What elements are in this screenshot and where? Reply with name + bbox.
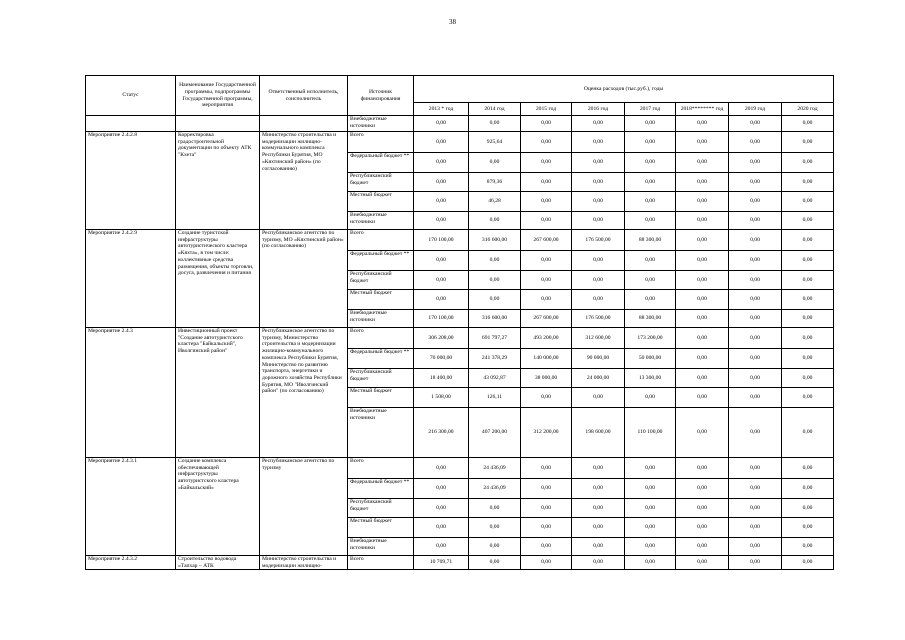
status-cell: Мероприятие 2.4.2.8: [86, 132, 176, 230]
value-cell: 0,00: [469, 251, 521, 271]
status-cell: Мероприятие 2.4.3.2: [86, 556, 176, 570]
header-year: 2017 год: [625, 103, 676, 116]
source-cell: Всего: [348, 328, 414, 349]
value-cell: 0,00: [414, 132, 469, 153]
value-cell: 0,00: [676, 251, 729, 271]
value-cell: 0,00: [676, 369, 729, 388]
value-cell: 306 208,00: [414, 328, 469, 349]
value-cell: 0,00: [782, 132, 834, 153]
value-cell: 140 000,00: [521, 349, 572, 369]
value-cell: 0,00: [414, 212, 469, 230]
source-cell: Федеральный бюджет **: [348, 153, 414, 173]
header-estimate: Оценка расходов (тыс.руб.), годы: [414, 76, 834, 103]
value-cell: 0,00: [676, 499, 729, 518]
value-cell: 170 100,00: [414, 310, 469, 328]
value-cell: 0,00: [676, 556, 729, 570]
value-cell: 0,00: [521, 556, 572, 570]
value-cell: 0,00: [729, 479, 782, 499]
value-cell: 493 200,00: [521, 328, 572, 349]
value-cell: 0,00: [572, 538, 625, 556]
value-cell: 0,00: [572, 556, 625, 570]
value-cell: 0,00: [521, 173, 572, 192]
source-cell: Федеральный бюджет **: [348, 349, 414, 369]
value-cell: 0,00: [521, 290, 572, 310]
value-cell: 0,00: [572, 153, 625, 173]
value-cell: 0,00: [572, 173, 625, 192]
value-cell: 0,00: [782, 192, 834, 212]
table-row: [86, 458, 834, 479]
value-cell: 0,00: [676, 173, 729, 192]
value-cell: 0,00: [729, 538, 782, 556]
value-cell: 70 000,00: [414, 349, 469, 369]
header-year: 2018******** год: [676, 103, 729, 116]
table-row: [86, 116, 834, 132]
value-cell: 0,00: [414, 271, 469, 290]
value-cell: 0,00: [625, 538, 676, 556]
value-cell: 0,00: [469, 212, 521, 230]
value-cell: 0,00: [782, 173, 834, 192]
value-cell: 0,00: [521, 479, 572, 499]
value-cell: 0,00: [521, 212, 572, 230]
value-cell: 0,00: [676, 212, 729, 230]
value-cell: 0,00: [782, 310, 834, 328]
value-cell: 0,00: [625, 479, 676, 499]
value-cell: 0,00: [729, 116, 782, 132]
value-cell: 176 500,00: [572, 310, 625, 328]
value-cell: 316 600,00: [469, 230, 521, 251]
value-cell: 0,00: [414, 290, 469, 310]
empty-cell: [176, 116, 260, 132]
value-cell: 0,00: [521, 518, 572, 538]
table-row: [86, 328, 834, 349]
status-cell: Мероприятие 2.4.3.1: [86, 458, 176, 556]
value-cell: 0,00: [572, 271, 625, 290]
value-cell: 0,00: [782, 388, 834, 408]
table-row: [86, 230, 834, 251]
value-cell: 0,00: [625, 499, 676, 518]
table-row: [86, 132, 834, 153]
value-cell: 88 300,00: [625, 310, 676, 328]
value-cell: 0,00: [521, 132, 572, 153]
value-cell: 90 000,00: [572, 349, 625, 369]
value-cell: 38 000,00: [521, 369, 572, 388]
value-cell: 110 100,00: [625, 408, 676, 458]
value-cell: 0,00: [625, 116, 676, 132]
source-cell: Местный бюджет: [348, 388, 414, 408]
value-cell: 0,00: [729, 369, 782, 388]
status-cell: Мероприятие 2.4.2.9: [86, 230, 176, 328]
value-cell: 0,00: [625, 192, 676, 212]
value-cell: 0,00: [572, 212, 625, 230]
value-cell: 0,00: [782, 230, 834, 251]
value-cell: 198 600,00: [572, 408, 625, 458]
value-cell: 0,00: [729, 212, 782, 230]
value-cell: 312 200,00: [521, 408, 572, 458]
value-cell: 0,00: [782, 251, 834, 271]
source-cell: Федеральный бюджет **: [348, 479, 414, 499]
value-cell: 0,00: [469, 556, 521, 570]
value-cell: 0,00: [676, 518, 729, 538]
value-cell: 0,00: [729, 518, 782, 538]
value-cell: 0,00: [729, 192, 782, 212]
value-cell: 0,00: [414, 192, 469, 212]
value-cell: 0,00: [676, 408, 729, 458]
value-cell: 0,00: [414, 479, 469, 499]
value-cell: 46,28: [469, 192, 521, 212]
value-cell: 0,00: [625, 153, 676, 173]
value-cell: 43 092,87: [469, 369, 521, 388]
value-cell: 0,00: [729, 310, 782, 328]
value-cell: 879,36: [469, 173, 521, 192]
value-cell: 0,00: [782, 518, 834, 538]
value-cell: 0,00: [521, 153, 572, 173]
source-cell: Республиканский бюджет: [348, 369, 414, 388]
value-cell: 0,00: [729, 499, 782, 518]
table-header: [86, 76, 834, 116]
value-cell: 0,00: [414, 538, 469, 556]
value-cell: 0,00: [572, 518, 625, 538]
value-cell: 216 300,00: [414, 408, 469, 458]
source-cell: Внебюджетные источники: [348, 538, 414, 556]
value-cell: 0,00: [521, 538, 572, 556]
value-cell: 0,00: [729, 290, 782, 310]
value-cell: 0,00: [676, 271, 729, 290]
value-cell: 0,00: [782, 479, 834, 499]
value-cell: 0,00: [625, 290, 676, 310]
value-cell: 0,00: [782, 499, 834, 518]
header-year: 2013 * год: [414, 103, 469, 116]
value-cell: 0,00: [572, 388, 625, 408]
value-cell: 0,00: [625, 458, 676, 479]
value-cell: 176 500,00: [572, 230, 625, 251]
value-cell: 0,00: [572, 458, 625, 479]
value-cell: 1 508,00: [414, 388, 469, 408]
status-cell: Мероприятие 2.4.3: [86, 328, 176, 458]
value-cell: 0,00: [729, 173, 782, 192]
value-cell: 0,00: [625, 132, 676, 153]
source-cell: Федеральный бюджет **: [348, 251, 414, 271]
source-cell: Местный бюджет: [348, 192, 414, 212]
value-cell: 88 300,00: [625, 230, 676, 251]
value-cell: 173 200,00: [625, 328, 676, 349]
activity-name-cell: Корректировка градостроительной документации по объекту АТК "Кхета": [176, 132, 260, 230]
value-cell: 0,00: [469, 518, 521, 538]
source-cell: Внебюджетные источники: [348, 408, 414, 458]
value-cell: 0,00: [469, 538, 521, 556]
value-cell: 0,00: [676, 349, 729, 369]
value-cell: 316 600,00: [469, 310, 521, 328]
value-cell: 0,00: [676, 310, 729, 328]
empty-cell: [260, 116, 348, 132]
value-cell: 0,00: [521, 271, 572, 290]
header-executor: Ответственный исполнитель, соисполнитель: [260, 76, 348, 116]
value-cell: 0,00: [521, 499, 572, 518]
source-cell: Внебюджетные источники: [348, 310, 414, 328]
value-cell: 0,00: [469, 499, 521, 518]
value-cell: 0,00: [625, 388, 676, 408]
value-cell: 0,00: [521, 192, 572, 212]
activity-name-cell: Инвестиционный проект "Создание автотуристского кластера "Байкальский", Иволгинский район": [176, 328, 260, 458]
value-cell: 0,00: [572, 192, 625, 212]
value-cell: 0,00: [625, 271, 676, 290]
table-row: [86, 556, 834, 570]
value-cell: 0,00: [469, 271, 521, 290]
value-cell: 0,00: [521, 116, 572, 132]
executor-cell: Республиканское агентство по туризму: [260, 458, 348, 556]
source-cell: Всего: [348, 132, 414, 153]
value-cell: 0,00: [729, 132, 782, 153]
value-cell: 0,00: [676, 290, 729, 310]
source-cell: Всего: [348, 556, 414, 570]
budget-table: [85, 75, 834, 570]
value-cell: 0,00: [729, 251, 782, 271]
value-cell: 0,00: [625, 518, 676, 538]
source-cell: Республиканский бюджет: [348, 499, 414, 518]
header-year: 2019 год: [729, 103, 782, 116]
value-cell: 0,00: [414, 518, 469, 538]
value-cell: 0,00: [414, 458, 469, 479]
budget-table-sheet: [85, 75, 833, 570]
page-number: 38: [449, 18, 456, 26]
value-cell: 10 709,71: [414, 556, 469, 570]
source-cell: Всего: [348, 458, 414, 479]
value-cell: 0,00: [521, 458, 572, 479]
value-cell: 0,00: [676, 388, 729, 408]
value-cell: 0,00: [729, 388, 782, 408]
value-cell: 0,00: [729, 271, 782, 290]
value-cell: 407 200,00: [469, 408, 521, 458]
value-cell: 0,00: [414, 173, 469, 192]
value-cell: 0,00: [572, 132, 625, 153]
value-cell: 0,00: [572, 116, 625, 132]
value-cell: 0,00: [676, 116, 729, 132]
activity-name-cell: Создание туристской инфраструктуры автотуристического кластера «Кяхта», в том числе: коллективные средства размещения, объекты торговли, досуга, развлечения и питания: [176, 230, 260, 328]
value-cell: 24 436,09: [469, 458, 521, 479]
value-cell: 0,00: [782, 369, 834, 388]
value-cell: 0,00: [729, 556, 782, 570]
value-cell: 0,00: [572, 499, 625, 518]
value-cell: 0,00: [676, 192, 729, 212]
value-cell: 170 100,00: [414, 230, 469, 251]
value-cell: 0,00: [414, 251, 469, 271]
empty-cell: [86, 116, 176, 132]
executor-cell: Республиканское агентство по туризму, МО «Кяхтинский район» (по согласованию): [260, 230, 348, 328]
value-cell: 0,00: [729, 328, 782, 349]
value-cell: 0,00: [729, 230, 782, 251]
value-cell: 0,00: [782, 271, 834, 290]
value-cell: 0,00: [676, 132, 729, 153]
table-body: [86, 116, 834, 570]
value-cell: 0,00: [782, 212, 834, 230]
header-status: Статус: [86, 76, 176, 116]
executor-cell: Министерство строительства и модернизации жилищно-: [260, 556, 348, 570]
value-cell: 267 600,00: [521, 230, 572, 251]
source-cell: Местный бюджет: [348, 290, 414, 310]
value-cell: 267 600,00: [521, 310, 572, 328]
source-cell: Республиканский бюджет: [348, 271, 414, 290]
value-cell: 0,00: [521, 388, 572, 408]
source-cell: Республиканский бюджет: [348, 173, 414, 192]
value-cell: 0,00: [782, 116, 834, 132]
value-cell: 126,11: [469, 388, 521, 408]
value-cell: 0,00: [572, 251, 625, 271]
value-cell: 0,00: [414, 153, 469, 173]
value-cell: 0,00: [782, 458, 834, 479]
value-cell: 0,00: [782, 153, 834, 173]
value-cell: 0,00: [676, 538, 729, 556]
value-cell: 0,00: [782, 290, 834, 310]
value-cell: 0,00: [625, 212, 676, 230]
value-cell: 0,00: [729, 153, 782, 173]
value-cell: 0,00: [625, 556, 676, 570]
value-cell: 0,00: [729, 408, 782, 458]
source-cell: Внебюджетные источники: [348, 116, 414, 132]
value-cell: 0,00: [676, 230, 729, 251]
source-cell: Внебюджетные источники: [348, 212, 414, 230]
value-cell: 925,64: [469, 132, 521, 153]
value-cell: 18 400,00: [414, 369, 469, 388]
source-cell: Всего: [348, 230, 414, 251]
value-cell: 0,00: [676, 328, 729, 349]
header-year: 2020 год: [782, 103, 834, 116]
header-year: 2014 год: [469, 103, 521, 116]
value-cell: 0,00: [625, 173, 676, 192]
header-year: 2015 год: [521, 103, 572, 116]
value-cell: 50 000,00: [625, 349, 676, 369]
value-cell: 0,00: [676, 479, 729, 499]
value-cell: 0,00: [572, 479, 625, 499]
source-cell: Местный бюджет: [348, 518, 414, 538]
value-cell: 0,00: [729, 458, 782, 479]
header-name: Наименование Государственной программы, подпрограммы Государственной программы, мероприятия: [176, 76, 260, 116]
value-cell: 691 797,27: [469, 328, 521, 349]
value-cell: 0,00: [469, 290, 521, 310]
executor-cell: Республиканское агентство по туризму, Министерство строительства и модернизации жилищно-коммунального комплекса Республики Бурятия, Министерство по развитию транспорта, энергетики и дорожного хозяйства Республики Бурятия, МО "Иволгинский район" (по согласованию): [260, 328, 348, 458]
value-cell: 13 300,00: [625, 369, 676, 388]
value-cell: 0,00: [782, 349, 834, 369]
value-cell: 0,00: [676, 153, 729, 173]
value-cell: 0,00: [782, 538, 834, 556]
value-cell: 0,00: [782, 556, 834, 570]
value-cell: 312 600,00: [572, 328, 625, 349]
value-cell: 0,00: [414, 499, 469, 518]
value-cell: 0,00: [729, 349, 782, 369]
value-cell: 0,00: [469, 116, 521, 132]
value-cell: 24 436,09: [469, 479, 521, 499]
value-cell: 0,00: [572, 290, 625, 310]
activity-name-cell: Создание комплекса обеспечивающей инфраструктуры автотуристского кластера «Байкальский»: [176, 458, 260, 556]
value-cell: 0,00: [782, 408, 834, 458]
value-cell: 24 000,00: [572, 369, 625, 388]
executor-cell: Министерство строительства и модернизации жилищно-коммунального комплекса Республики Бурятия, МО «Кяхтинский район» (по согласованию): [260, 132, 348, 230]
value-cell: 0,00: [782, 328, 834, 349]
value-cell: 0,00: [414, 116, 469, 132]
value-cell: 241 378,29: [469, 349, 521, 369]
value-cell: 0,00: [676, 458, 729, 479]
header-year: 2016 год: [572, 103, 625, 116]
header-source: Источник финансирования: [348, 76, 414, 116]
value-cell: 0,00: [521, 251, 572, 271]
value-cell: 0,00: [625, 251, 676, 271]
value-cell: 0,00: [469, 153, 521, 173]
activity-name-cell: Строительство водовода «Тапхар – АТК: [176, 556, 260, 570]
